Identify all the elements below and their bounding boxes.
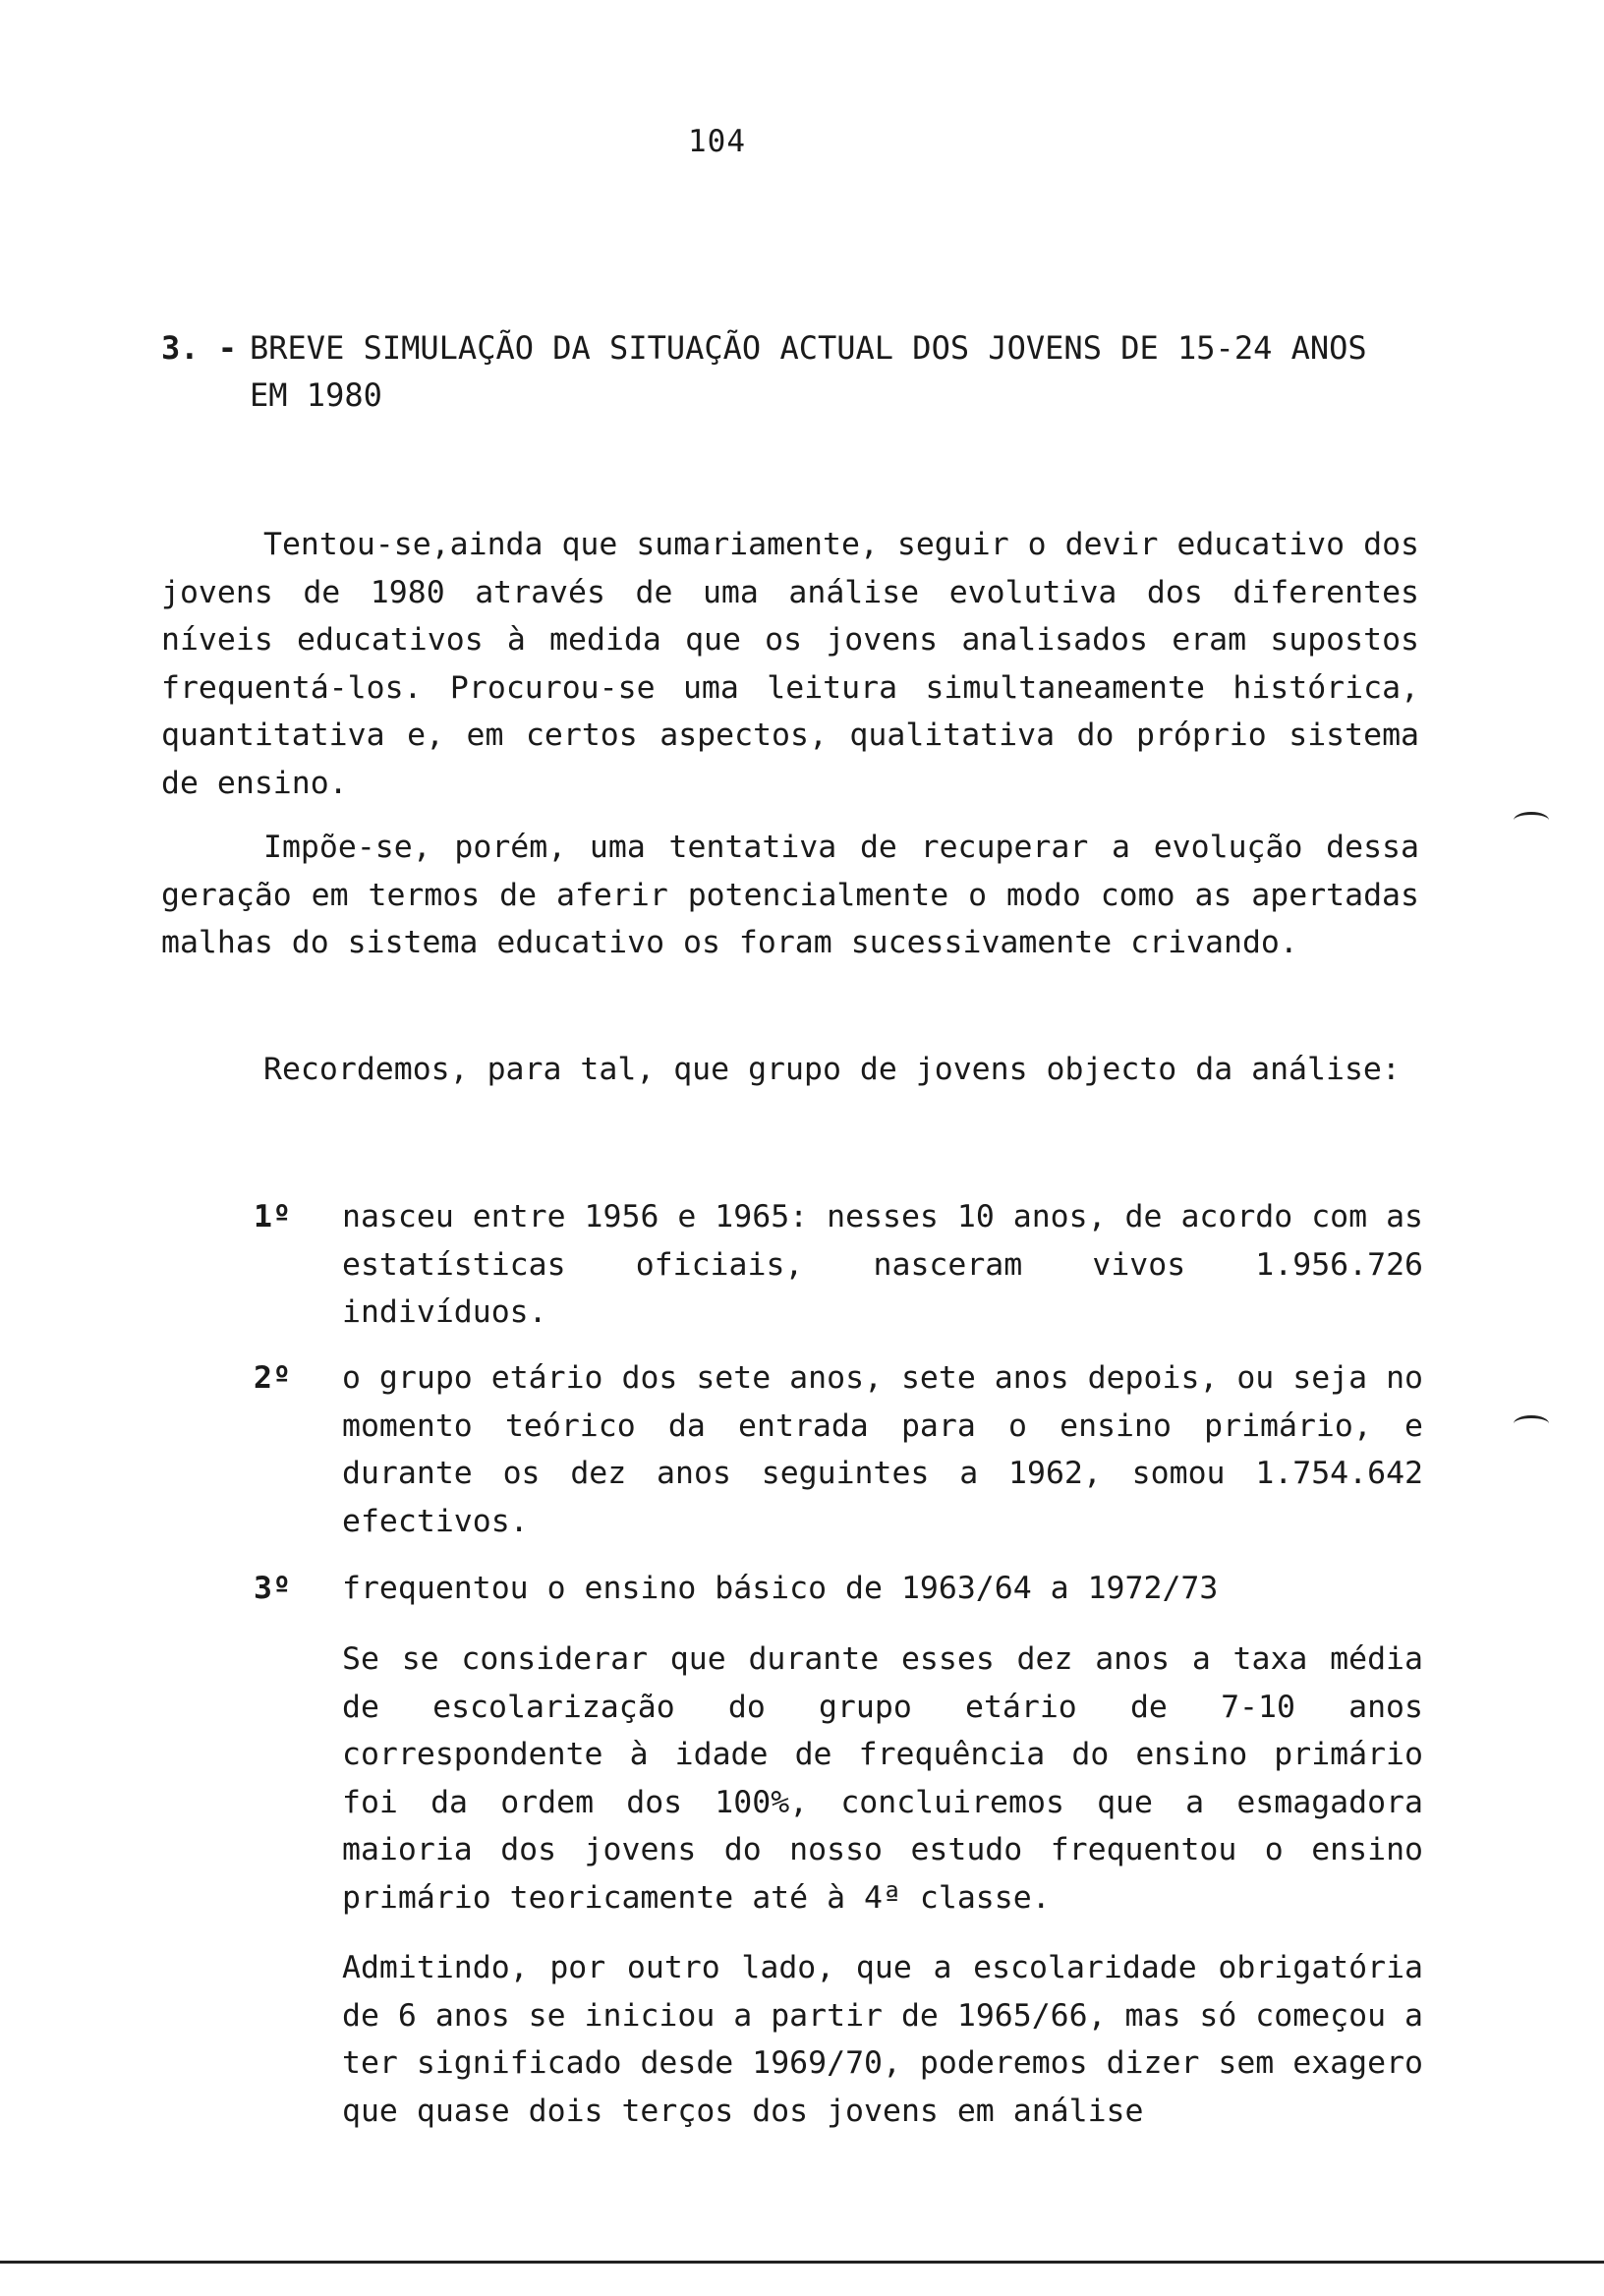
list-item-2 [254, 1354, 1423, 1545]
sub-paragraph-1: Se se considerar que durante esses dez anos a taxa média de escolarização do grupo etário de 7-10 anos correspondente à idade de frequência do ensino primário foi da ordem dos 100%, concluiremos que a esmagadora maioria dos jovens do nosso estudo frequentou o ensino primário teoricamente até à 4ª classe. [342, 1641, 1423, 1916]
list-item-marker: 3º [254, 1571, 291, 1606]
margin-mark [1514, 1415, 1549, 1432]
paragraph-3: Recordemos, para tal, que grupo de jovens objecto da análise: [263, 1052, 1401, 1087]
list-item-marker: 1º [254, 1199, 291, 1234]
paragraph-2: Impõe-se, porém, uma tentativa de recuperar a evolução dessa geração em termos de aferir potencialmente o modo como as apertadas malhas do sistema educativo os foram sucessivamente crivando. [161, 830, 1419, 960]
sub-paragraph-2: Admitindo, por outro lado, que a escolaridade obrigatória de 6 anos se iniciou a partir de 1965/66, mas só começou a ter significado desde 1969/70, poderemos dizer sem exagero que quase dois terços dos jovens em análise [342, 1950, 1423, 2129]
section-number: 3. - [161, 329, 238, 367]
margin-mark [1514, 812, 1549, 829]
page-number: 104 [688, 124, 746, 159]
paragraph-1: Tentou-se,ainda que sumariamente, seguir o devir educativo dos jovens de 1980 através de uma análise evolutiva dos diferentes níveis educativos à medida que os jovens analisados eram supostos frequentá-los. Procurou-se uma leitura simultaneamente histórica, quantitativa e, em certos aspectos, qualitativa do próprio sistema de ensino. [161, 527, 1419, 801]
list-item-marker: 2º [254, 1360, 291, 1396]
list-item-text: frequentou o ensino básico de 1963/64 a 1972/73 [342, 1571, 1219, 1606]
section-heading [161, 324, 1439, 419]
section-title-line-1: BREVE SIMULAÇÃO DA SITUAÇÃO ACTUAL DOS JOVENS DE 15-24 ANOS [250, 329, 1367, 367]
list-item-text: nasceu entre 1956 e 1965: nesses 10 anos, de acordo com as estatísticas oficiais, nasceram vivos 1.956.726 indivíduos. [342, 1199, 1423, 1330]
list-item-1 [254, 1193, 1423, 1337]
list-item-3 [254, 1565, 1423, 1613]
list-item-text: o grupo etário dos sete anos, sete anos depois, ou seja no momento teórico da entrada para o ensino primário, e durante os dez anos seguintes a 1962, somou 1.754.642 efectivos. [342, 1360, 1423, 1539]
bottom-rule [0, 2261, 1604, 2264]
section-title-line-2: EM 1980 [250, 376, 382, 414]
